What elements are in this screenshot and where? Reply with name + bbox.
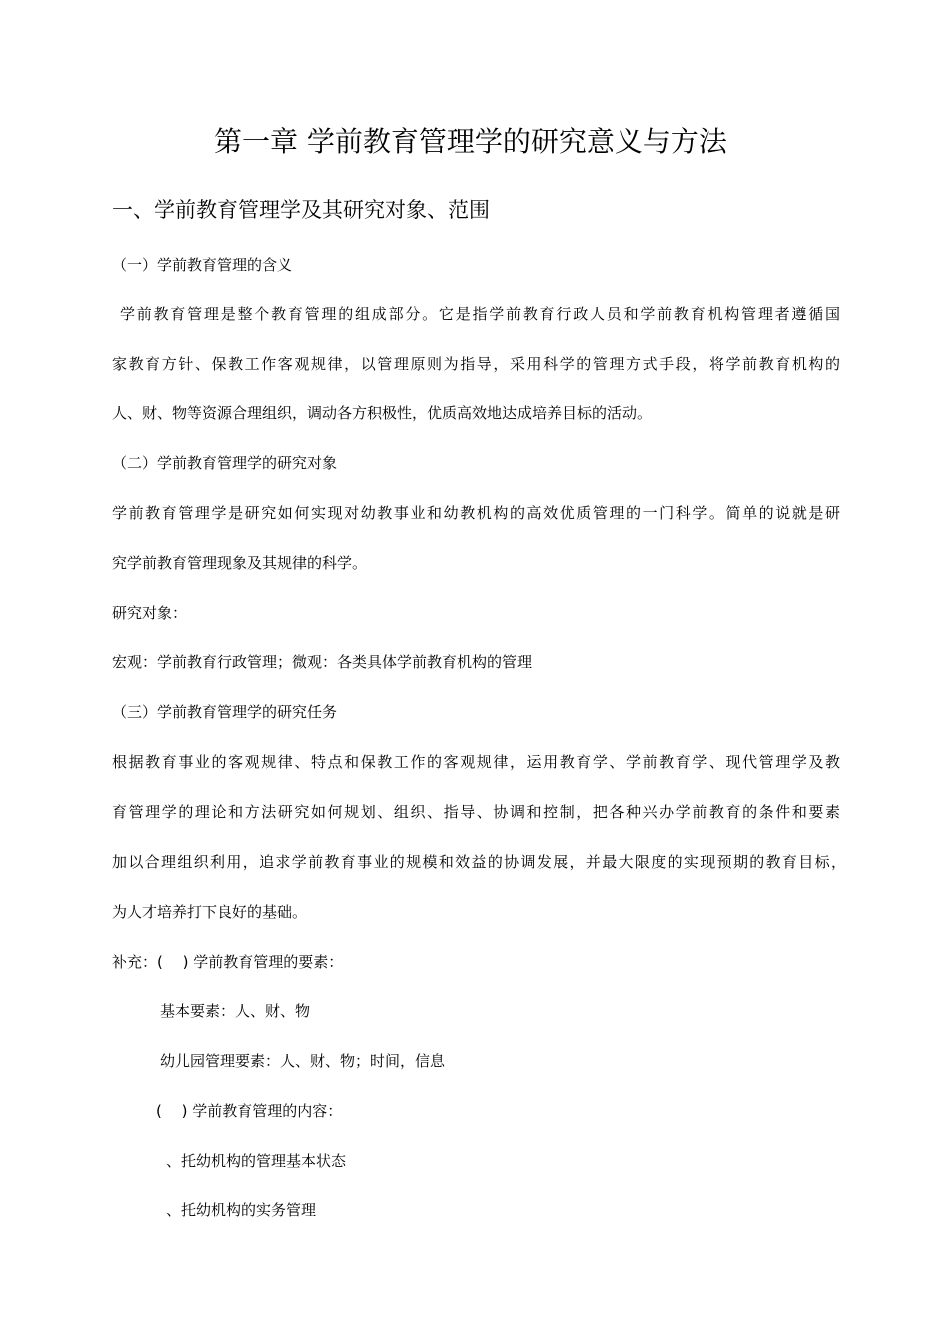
- paragraph-2-line-2: 究学前教育管理现象及其规律的科学。: [112, 554, 368, 572]
- subsection-heading-1: （一）学前教育管理的含义: [112, 256, 293, 274]
- subsection-heading-2: （二）学前教育管理学的研究对象: [112, 454, 338, 472]
- chapter-title: 第一章 学前教育管理学的研究意义与方法: [214, 125, 727, 158]
- research-object-label: 研究对象：: [112, 604, 188, 622]
- macro-micro-line: 宏观：学前教育行政管理；微观：各类具体学前教育机构的管理: [112, 653, 533, 671]
- subsection-heading-3: （三）学前教育管理学的研究任务: [112, 703, 338, 721]
- paragraph-3-line-3: 加以合理组织利用，追求学前教育事业的规模和效益的协调发展，并最大限度的实现预期的教育目标，: [112, 853, 846, 871]
- supplement-content-item-2: 、托幼机构的实务管理: [166, 1201, 317, 1219]
- supplement-content-item-1: 、托幼机构的管理基本状态: [166, 1152, 347, 1170]
- paragraph-1-line-1: 学前教育管理是整个教育管理的组成部分。它是指学前教育行政人员和学前教育机构管理者遵循国: [120, 305, 840, 323]
- paragraph-3-line-1: 根据教育事业的客观规律、特点和保教工作的客观规律，运用教育学、学前教育学、现代管理学及教: [112, 753, 840, 771]
- supplement-item-basic-elements: 基本要素：人、财、物: [160, 1002, 311, 1020]
- supplement-item-kindergarten-elements: 幼儿园管理要素：人、财、物；时间，信息: [160, 1052, 446, 1070]
- supplement-heading: 补充：( ) 学前教育管理的要素：: [112, 953, 344, 971]
- paragraph-1-line-2: 家教育方针、保教工作客观规律，以管理原则为指导，采用科学的管理方式手段，将学前教育机构的: [112, 355, 840, 373]
- paragraph-2-line-1: 学前教育管理学是研究如何实现对幼教事业和幼教机构的高效优质管理的一门科学。简单的说就是研: [112, 504, 840, 522]
- paragraph-3-line-2: 育管理学的理论和方法研究如何规划、组织、指导、协调和控制，把各种兴办学前教育的条件和要素: [112, 803, 840, 821]
- paragraph-3-line-4: 为人才培养打下良好的基础。: [112, 903, 308, 921]
- paragraph-1-line-3: 人、财、物等资源合理组织，调动各方积极性，优质高效地达成培养目标的活动。: [112, 404, 653, 422]
- section-heading-1: 一、学前教育管理学及其研究对象、范围: [112, 198, 490, 222]
- supplement-content-heading: ( ) 学前教育管理的内容：: [156, 1102, 343, 1120]
